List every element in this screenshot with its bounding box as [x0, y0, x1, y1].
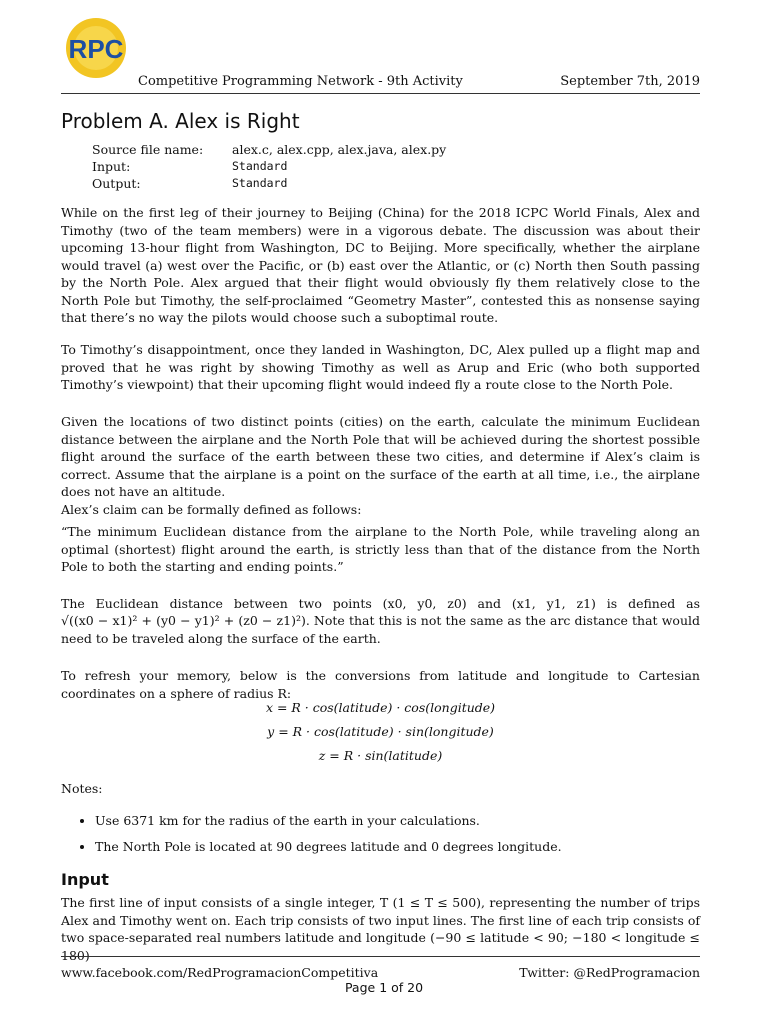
problem-title: Problem A. Alex is Right [61, 109, 300, 133]
page-number: Page 1 of 20 [344, 980, 424, 995]
list-item: • The North Pole is located at 90 degrees latitude and 0 degrees longitude. [95, 838, 734, 855]
meta-key: Input: [92, 159, 131, 174]
equation-x: x = R · cos(latitude) · cos(longitude) [265, 700, 496, 715]
meta-value: Standard [232, 176, 288, 190]
paragraph-disappointment: To Timothy’s disappointment, once they landed in Washington, DC, Alex pulled up a flight map and proved that he was right by showing Timothy as well as Arup and Eric (who both supported Timothy’s viewpoint) that their upcoming flight would indeed fly a route close to the North Pole. [61, 342, 700, 392]
meta-value: alex.c, alex.cpp, alex.java, alex.py [232, 142, 447, 157]
section-heading-input: Input [61, 870, 109, 889]
paragraph-euclidean-b: √((x0 − x1)² + (y0 − y1)² + (z0 − z1)²). Note that this is not the same as the arc distance that would need to be traveled along the surface of the earth. [61, 613, 700, 646]
rpc-logo [58, 16, 138, 80]
footer-rule [61, 956, 700, 957]
paragraph-task: Given the locations of two distinct points (cities) on the earth, calculate the minimum Euclidean distance between the airplane and the North Pole that will be achieved during the shortest possible flight around the surface of the earth between these two cities, and determine if Alex’s claim is correct. Assume that the airplane is a point on the surface of the earth at all time, i.e., the airplane does not have an altitude. [61, 414, 700, 499]
meta-row [92, 158, 446, 175]
header-rule [61, 93, 700, 94]
paragraph-euclidean-a: The Euclidean distance between two points (x0, y0, z0) and (x1, y1, z1) is defined as [61, 596, 700, 611]
meta-value: Standard [232, 159, 288, 173]
paragraph-conversion: To refresh your memory, below is the conversions from latitude and longitude to Cartesian coordinates on a sphere of radius R: [61, 668, 700, 701]
problem-meta [92, 141, 446, 192]
footer-twitter-handle[interactable]: Twitter: @RedProgramacion [519, 965, 700, 980]
header-activity: Competitive Programming Network - 9th Activity [138, 74, 463, 89]
meta-row [92, 175, 446, 192]
meta-key: Source file name: [92, 142, 204, 157]
paragraph-claim-intro: Alex’s claim can be formally defined as follows: [61, 502, 362, 517]
meta-key: Output: [92, 176, 141, 191]
equation-y: y = R · cos(latitude) · sin(longitude) [267, 724, 494, 739]
svg-text:RPC: RPC [68, 34, 124, 64]
footer-facebook-link[interactable]: www.facebook.com/RedProgramacionCompetitiva [61, 965, 379, 980]
list-item: • Use 6371 km for the radius of the earth in your calculations. [95, 812, 734, 829]
header-date: September 7th, 2019 [560, 74, 700, 89]
paragraph-claim: “The minimum Euclidean distance from the airplane to the North Pole, while traveling along an optimal (shortest) flight around the earth, is strictly less than that of the distance from the North Pole to both the starting and ending points.” [61, 524, 700, 574]
meta-row [92, 141, 446, 158]
notes-label: Notes: [61, 781, 103, 796]
paragraph-intro: While on the first leg of their journey to Beijing (China) for the 2018 ICPC World Finals, Alex and Timothy (two of the team members) were in a vigorous debate. The discussion was about their upcoming 13-hour flight from Washington, DC to Beijing. More specifically, whether the airplane would travel (a) west over the Pacific, or (b) east over the Atlantic, or (c) North then South passing by the North Pole. Alex argued that their flight would obviously fly them relatively close to the North Pole but Timothy, the self-proclaimed “Geometry Master”, contested this as nonsense saying that there’s no way the pilots would choose such a suboptimal route. [61, 205, 700, 325]
paragraph-input: The first line of input consists of a single integer, T (1 ≤ T ≤ 500), representing the number of trips Alex and Timothy went on. Each trip consists of two input lines. The first line of each trip consists of two space-separated real numbers latitude and longitude (−90 ≤ latitude < 90; −180 < longitude ≤ 180) [61, 895, 700, 963]
notes-list [61, 812, 734, 864]
equation-z: z = R · sin(latitude) [318, 748, 443, 763]
